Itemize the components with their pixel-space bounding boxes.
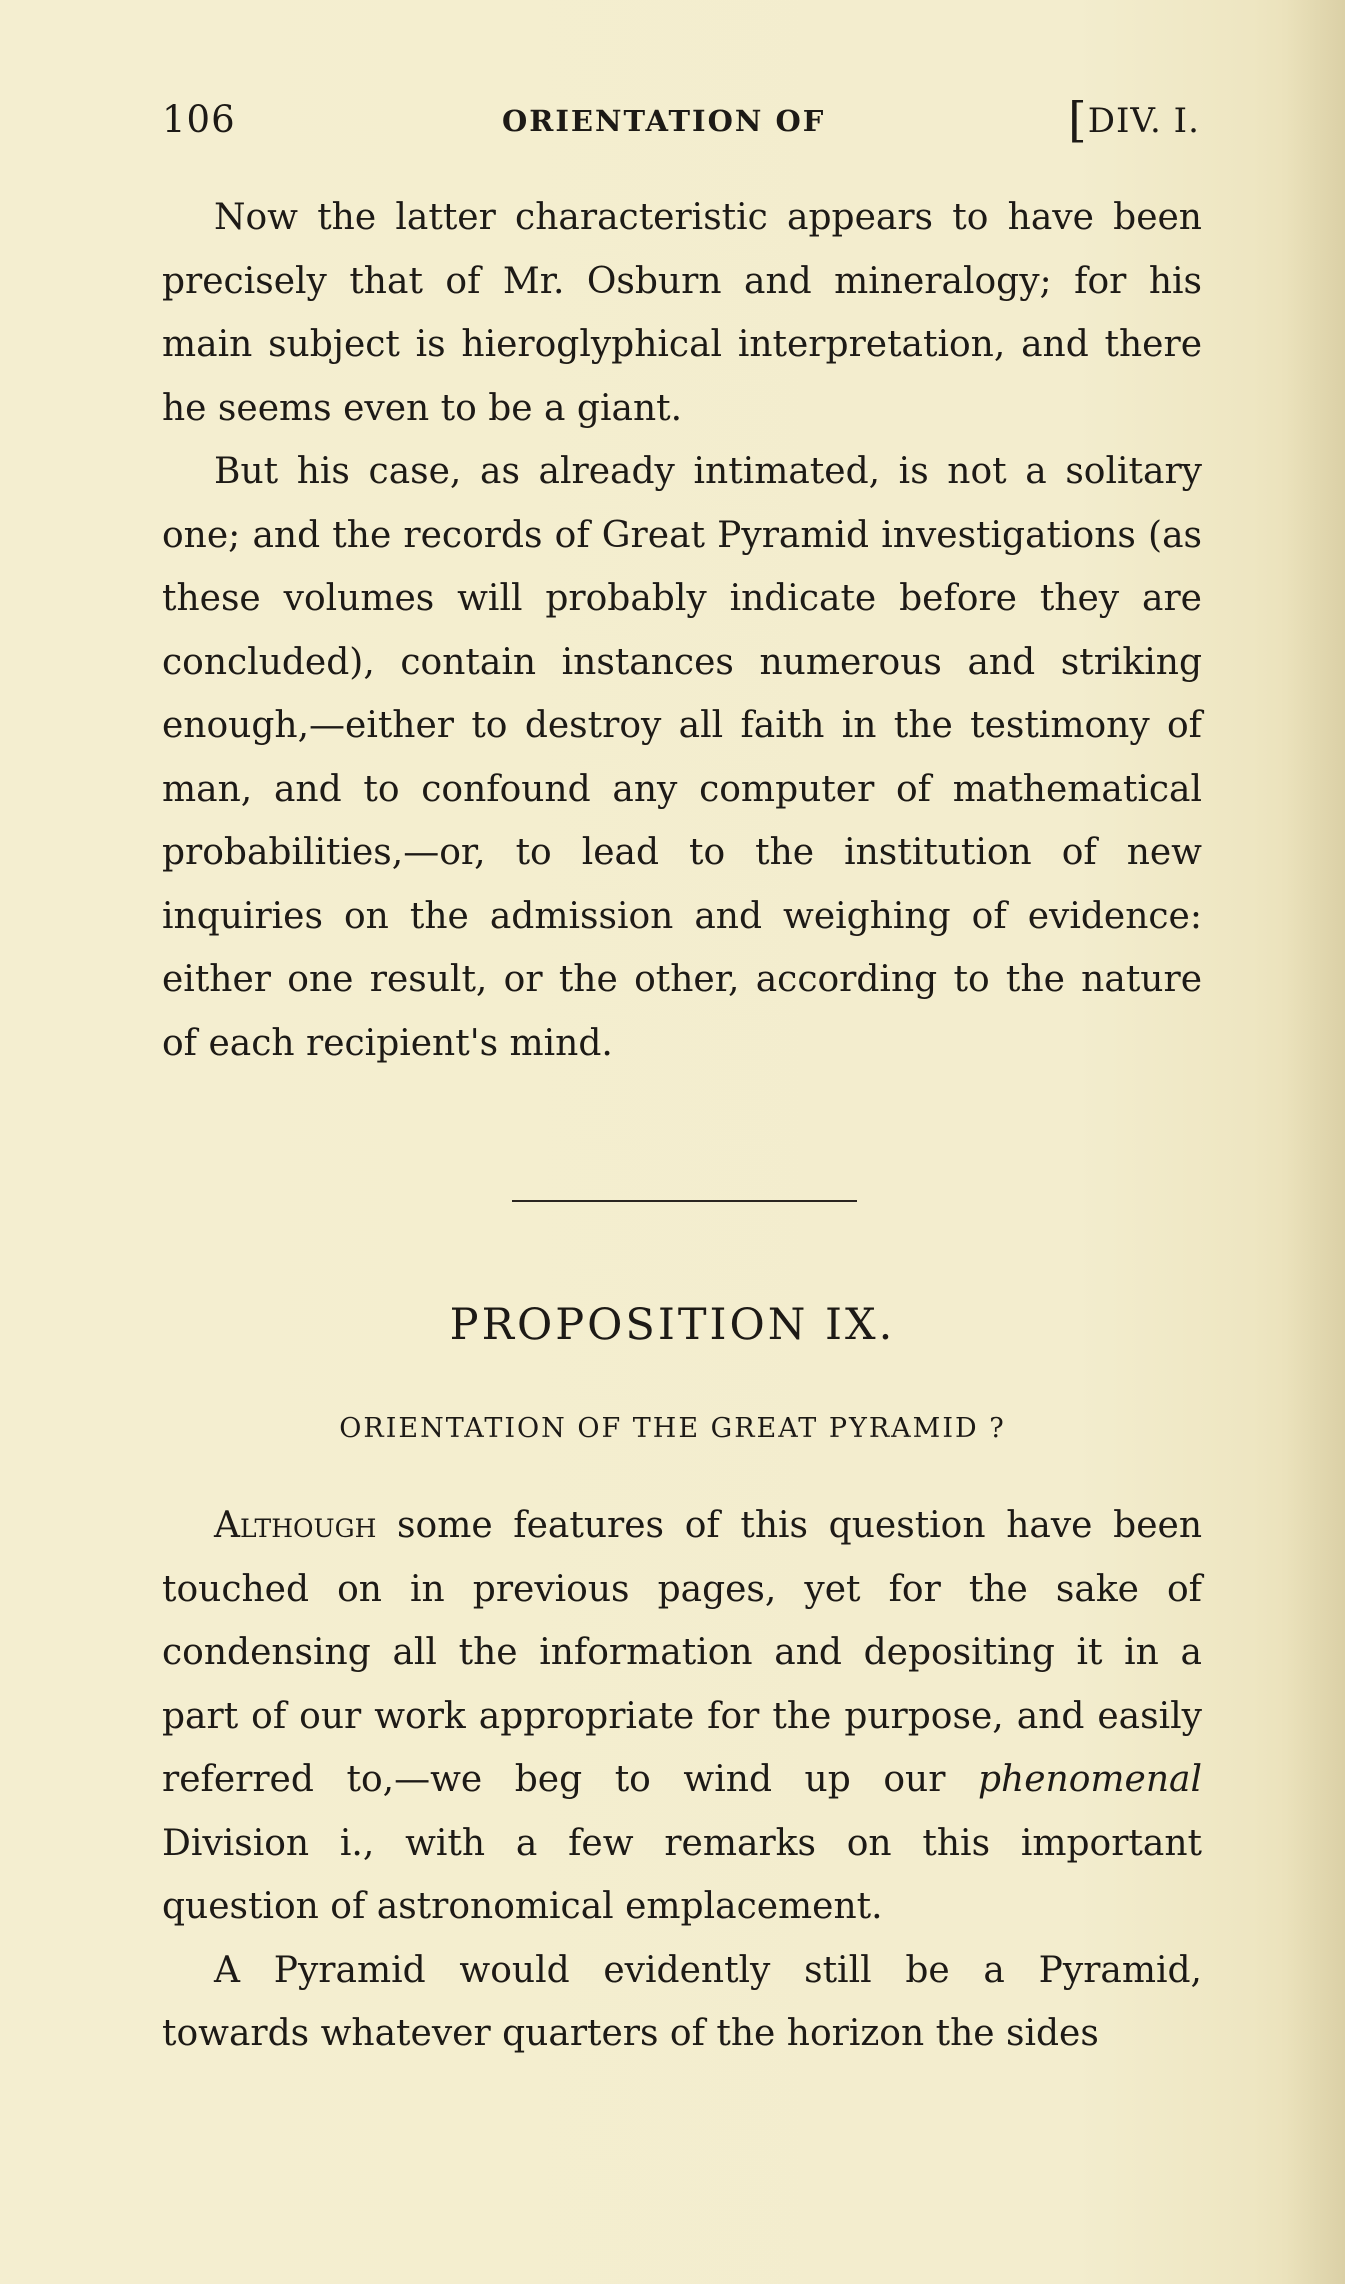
paragraph-3 [162, 1494, 1202, 1939]
italic-term: phenomenal [978, 1759, 1202, 1800]
bracket-glyph: [ [1068, 92, 1088, 148]
paragraph-3-text-b: Division i., with a few remarks on this important question of astronomical emplacement. [162, 1822, 1202, 1927]
division-label: DIV. I. [1087, 101, 1200, 141]
body-text-bottom [162, 1494, 1202, 2066]
paragraph-3-text-a: some features of this question have been touched on in previous pages, yet for the sake of condensing all the information and depositing it in a part of our work appropriate for the purpose, and easily referred to,—we beg to wind up our [162, 1505, 1202, 1800]
running-title: ORIENTATION OF [502, 104, 826, 138]
division-marker [1068, 92, 1200, 148]
lead-word: Although [214, 1505, 377, 1546]
proposition-subtitle: ORIENTATION OF THE GREAT PYRAMID ? [339, 1413, 1006, 1444]
paragraph-4: A Pyramid would evidently still be a Pyramid, towards whatever quarters of the horizon the sides [162, 1949, 1202, 2054]
paragraph-1: Now the latter characteristic appears to have been precisely that of Mr. Osburn and mineralogy; for his main subject is hieroglyphical interpretation, and there he seems even to be a giant. [162, 197, 1202, 429]
body-text-top [162, 186, 1202, 1075]
page-number: 106 [162, 98, 236, 141]
proposition-title: PROPOSITION IX. [449, 1300, 896, 1350]
section-divider [512, 1200, 857, 1202]
gutter-shadow [1285, 0, 1345, 2284]
page-header [162, 92, 1202, 154]
paragraph-2: But his case, as already intimated, is not a solitary one; and the records of Great Pyramid investigations (as these volumes will probably indicate before they are concluded), contain instances numerous and striking enough,—either to destroy all faith in the testimony of man, and to confound any computer of mathematical probabilities,—or, to lead to the institution of new inquiries on the admission and weighing of evidence: either one result, or the other, according to the nature of each recipient's mind. [162, 451, 1202, 1064]
